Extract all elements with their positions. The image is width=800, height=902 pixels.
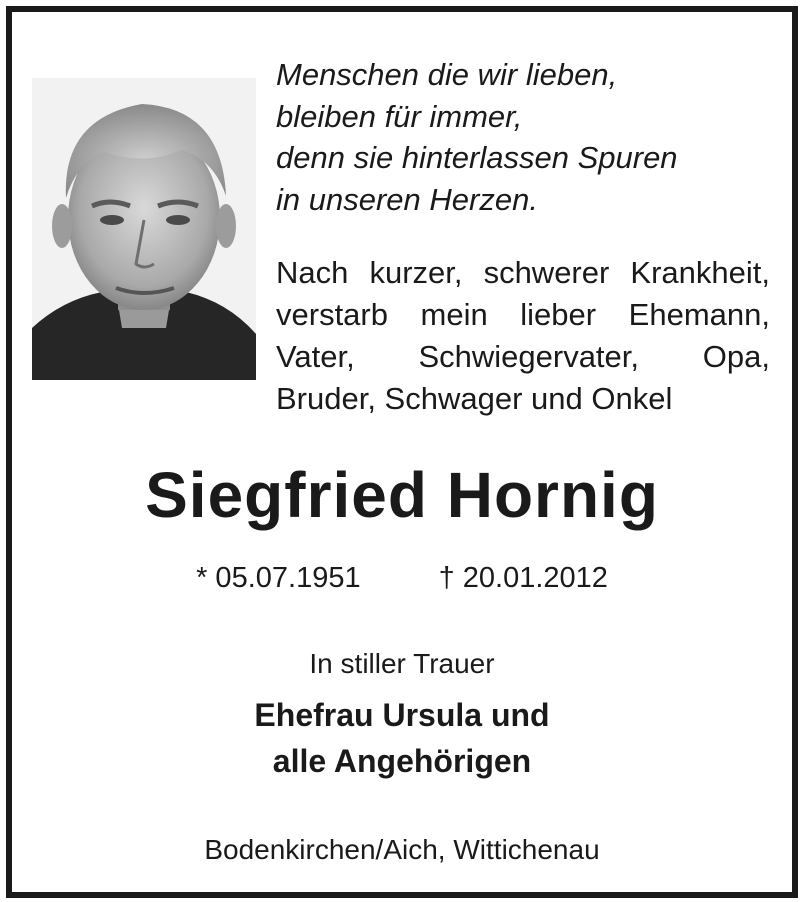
notice-line <box>276 252 770 294</box>
deceased-name: Siegfried Hornig <box>145 459 659 531</box>
notice-line: Bruder, Schwager und Onkel <box>276 381 673 416</box>
death-date: † 20.01.2012 <box>438 562 608 594</box>
mourners <box>12 692 792 784</box>
notice-word: Schwiegervater, <box>418 339 640 374</box>
notice-line <box>276 336 770 378</box>
notice-word: verstarb <box>276 297 388 332</box>
obituary-frame <box>6 6 798 898</box>
notice-word: Opa, <box>702 339 770 374</box>
portrait-icon <box>32 78 256 380</box>
notice-word: Krankheit, <box>630 255 770 290</box>
life-dates <box>12 562 792 595</box>
quote-text <box>276 54 776 220</box>
quote-line: Menschen die wir lieben, <box>276 57 618 92</box>
quote-line: in unseren Herzen. <box>276 181 538 217</box>
notice-line <box>276 294 770 336</box>
mourning-intro: In stiller Trauer <box>309 648 495 679</box>
portrait-photo <box>32 78 256 380</box>
notice-word: schwerer <box>483 255 610 290</box>
notice-word: lieber <box>520 297 597 332</box>
notice-word: mein <box>420 297 488 332</box>
notice-word: Vater, <box>276 339 355 374</box>
notice-word: Nach <box>276 255 349 290</box>
mourners-line: Ehefrau Ursula und <box>254 697 550 733</box>
mourners-line: alle Angehörigen <box>272 743 532 779</box>
quote-line: bleiben für immer, <box>276 98 523 134</box>
notice-word: Ehemann, <box>628 297 770 332</box>
quote-line: denn sie hinterlassen Spuren <box>276 140 678 175</box>
notice-word: kurzer, <box>369 255 463 290</box>
death-notice-text <box>276 252 770 420</box>
birth-date: * 05.07.1951 <box>196 562 361 594</box>
place-names: Bodenkirchen/Aich, Wittichenau <box>204 834 600 865</box>
